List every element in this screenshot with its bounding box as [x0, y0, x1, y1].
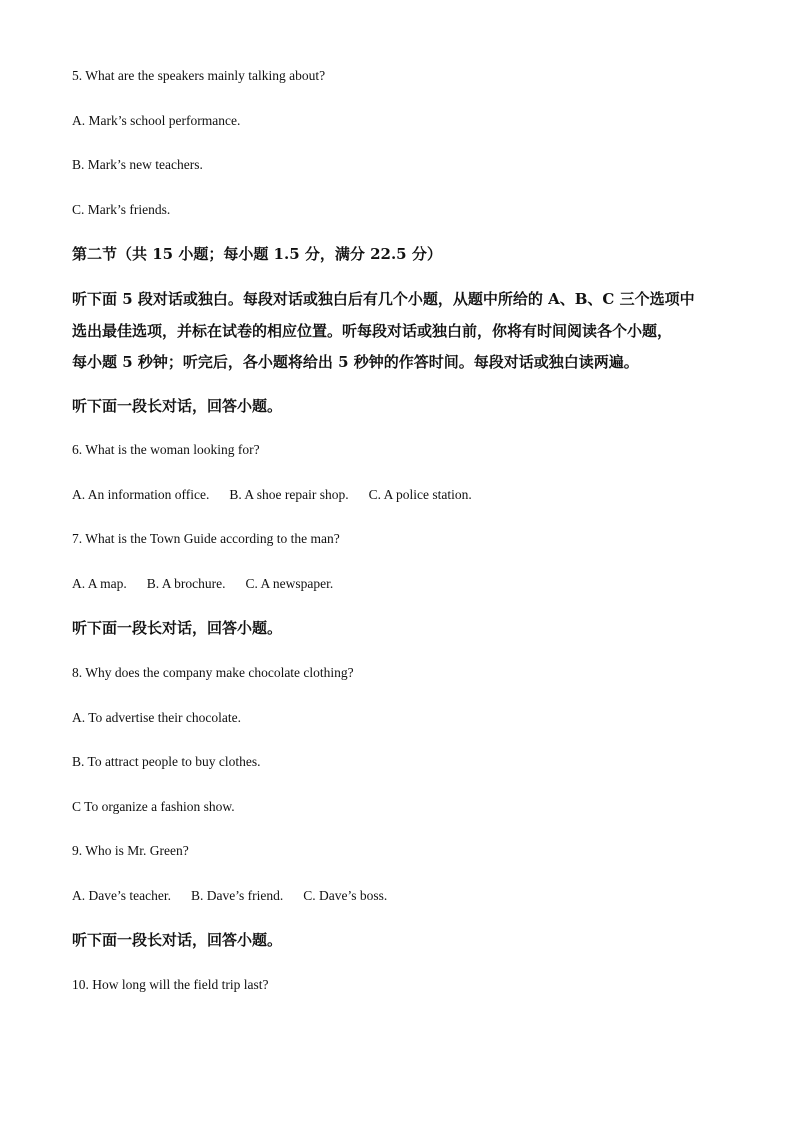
q6-options — [72, 486, 472, 504]
section-2-title: 第二节（共 15 小题；每小题 1.5 分，满分 22.5 分） — [72, 245, 442, 263]
q9-options — [72, 887, 387, 905]
question-6: 6. What is the woman looking for? — [72, 442, 260, 457]
q8-option-a: A. To advertise their chocolate. — [72, 710, 241, 725]
group-1-heading: 听下面一段长对话，回答小题。 — [72, 397, 283, 415]
question-5: 5. What are the speakers mainly talking about? — [72, 68, 326, 83]
section-2-instructions-line-1: 听下面 5 段对话或独白。每段对话或独白后有几个小题，从题中所给的 A、B、C 三个选项中 — [72, 290, 695, 308]
section-2-instructions-line-2: 选出最佳选项，并标在试卷的相应位置。听每段对话或独白前，你将有时间阅读各个小题， — [72, 322, 673, 340]
q7-option-c: C. A newspaper. — [245, 576, 334, 591]
q5-option-c: C. Mark’s friends. — [72, 202, 171, 217]
question-9: 9. Who is Mr. Green? — [72, 843, 189, 858]
q8-option-c: C To organize a fashion show. — [72, 799, 235, 814]
section-2-instructions-line-3: 每小题 5 秒钟；听完后，各小题将给出 5 秒钟的作答时间。每段对话或独白读两遍。 — [72, 353, 639, 371]
q6-option-c: C. A police station. — [368, 487, 472, 502]
q8-option-b: B. To attract people to buy clothes. — [72, 754, 261, 769]
question-10: 10. How long will the field trip last? — [72, 977, 269, 992]
group-3-heading: 听下面一段长对话，回答小题。 — [72, 931, 283, 949]
q9-option-b: B. Dave’s friend. — [190, 888, 284, 903]
q9-option-a: A. Dave’s teacher. — [72, 888, 171, 903]
q7-options — [72, 575, 333, 593]
q7-option-a: A. A map. — [72, 576, 127, 591]
question-7: 7. What is the Town Guide according to the man? — [72, 531, 340, 546]
q6-option-b: B. A shoe repair shop. — [229, 487, 349, 502]
q5-option-a: A. Mark’s school performance. — [72, 113, 241, 128]
group-2-heading: 听下面一段长对话，回答小题。 — [72, 619, 283, 637]
q7-option-b: B. A brochure. — [146, 576, 226, 591]
q6-option-a: A. An information office. — [72, 487, 210, 502]
q9-option-c: C. Dave’s boss. — [303, 888, 388, 903]
question-8: 8. Why does the company make chocolate clothing? — [72, 665, 354, 680]
q5-option-b: B. Mark’s new teachers. — [72, 157, 203, 172]
